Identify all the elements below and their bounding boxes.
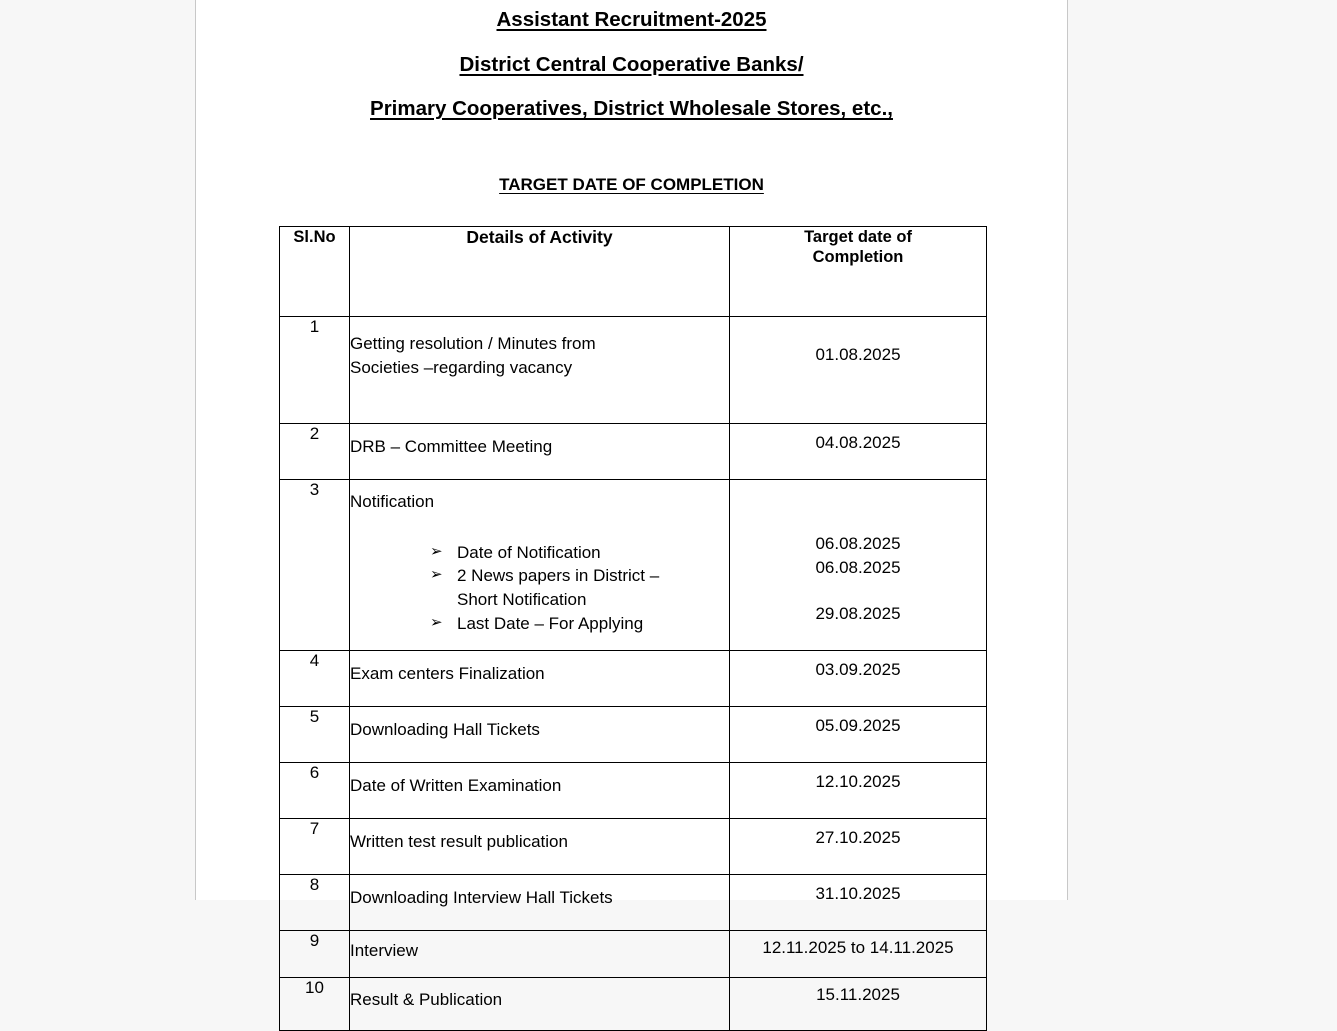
row-activity: DRB – Committee Meeting bbox=[350, 423, 730, 479]
row-sl-no: 9 bbox=[280, 930, 350, 977]
arrowhead-bullet-icon: ➢ bbox=[430, 614, 443, 632]
list-item bbox=[430, 564, 729, 612]
list-item-label: Date of Notification bbox=[457, 542, 601, 562]
arrowhead-bullet-icon: ➢ bbox=[430, 542, 443, 560]
column-header-target-date bbox=[730, 226, 987, 316]
row-target-date: 03.09.2025 bbox=[730, 650, 987, 706]
row-target-date: 27.10.2025 bbox=[730, 818, 987, 874]
column-header-target-date-line2: Completion bbox=[812, 248, 904, 267]
list-item-label-line1: 2 News papers in District – bbox=[457, 566, 660, 586]
row-activity-line1: Getting resolution / Minutes from bbox=[350, 333, 596, 353]
list-item bbox=[430, 541, 729, 565]
table-row bbox=[280, 650, 987, 706]
row-sl-no: 2 bbox=[280, 423, 350, 479]
column-header-sl-no: Sl.No bbox=[280, 226, 350, 316]
row-target-date bbox=[730, 479, 987, 650]
table-header-row bbox=[280, 226, 987, 316]
document-headings bbox=[196, 0, 1067, 120]
heading-line-3-text: Primary Cooperatives, District Wholesale Stores, etc., bbox=[370, 97, 893, 120]
table-container bbox=[196, 226, 1067, 1031]
row-activity: Written test result publication bbox=[350, 818, 730, 874]
arrowhead-bullet-icon: ➢ bbox=[430, 566, 443, 584]
heading-line-1 bbox=[196, 10, 1067, 31]
notification-dates bbox=[730, 480, 986, 626]
row-sl-no: 1 bbox=[280, 316, 350, 423]
row-sl-no: 7 bbox=[280, 818, 350, 874]
row-activity bbox=[350, 479, 730, 650]
heading-line-2 bbox=[196, 52, 1067, 76]
heading-line-2-text: District Central Cooperative Banks/ bbox=[459, 52, 804, 76]
row-activity: Downloading Interview Hall Tickets bbox=[350, 874, 730, 930]
heading-line-3 bbox=[196, 99, 1067, 120]
table-row bbox=[280, 706, 987, 762]
target-date-table bbox=[279, 226, 987, 1031]
row-sl-no: 8 bbox=[280, 874, 350, 930]
sub-item-date: 06.08.2025 bbox=[815, 557, 901, 577]
row-activity-line2: Societies –regarding vacancy bbox=[350, 357, 573, 377]
table-row bbox=[280, 423, 987, 479]
row-activity: Exam centers Finalization bbox=[350, 650, 730, 706]
row-activity: Downloading Hall Tickets bbox=[350, 706, 730, 762]
sub-item-date: 06.08.2025 bbox=[815, 533, 901, 553]
row-target-date: 04.08.2025 bbox=[730, 423, 987, 479]
notification-sub-list bbox=[350, 541, 729, 636]
list-item-label: Last Date – For Applying bbox=[457, 614, 644, 634]
row-activity bbox=[350, 316, 730, 423]
table-row bbox=[280, 479, 987, 650]
heading-line-1-text: Assistant Recruitment-2025 bbox=[496, 8, 767, 31]
row-target-date: 12.10.2025 bbox=[730, 762, 987, 818]
table-row bbox=[280, 762, 987, 818]
table-row bbox=[280, 874, 987, 930]
row-target-date: 15.11.2025 bbox=[730, 977, 987, 1030]
table-row bbox=[280, 316, 987, 423]
row-sl-no: 10 bbox=[280, 977, 350, 1030]
row-sl-no: 6 bbox=[280, 762, 350, 818]
row-sl-no: 3 bbox=[280, 479, 350, 650]
table-row bbox=[280, 930, 987, 977]
row-activity: Date of Written Examination bbox=[350, 762, 730, 818]
sub-item-date: 29.08.2025 bbox=[815, 603, 901, 623]
row-target-date: 05.09.2025 bbox=[730, 706, 987, 762]
column-header-activity: Details of Activity bbox=[350, 226, 730, 316]
table-row bbox=[280, 818, 987, 874]
row-target-date: 31.10.2025 bbox=[730, 874, 987, 930]
date-spacer bbox=[730, 580, 986, 602]
row-target-date: 01.08.2025 bbox=[730, 316, 987, 423]
row-sl-no: 4 bbox=[280, 650, 350, 706]
column-header-target-date-line1: Target date of bbox=[804, 227, 912, 246]
subheading-text: TARGET DATE OF COMPLETION bbox=[499, 174, 764, 194]
list-item bbox=[430, 612, 729, 636]
row-activity: Interview bbox=[350, 930, 730, 977]
table-row bbox=[280, 977, 987, 1030]
row-activity-title: Notification bbox=[350, 491, 435, 511]
list-item-label-line2: Short Notification bbox=[457, 590, 587, 610]
subheading bbox=[196, 175, 1067, 195]
row-activity: Result & Publication bbox=[350, 977, 730, 1030]
document-page bbox=[195, 0, 1068, 1009]
row-sl-no: 5 bbox=[280, 706, 350, 762]
row-target-date: 12.11.2025 to 14.11.2025 bbox=[730, 930, 987, 977]
